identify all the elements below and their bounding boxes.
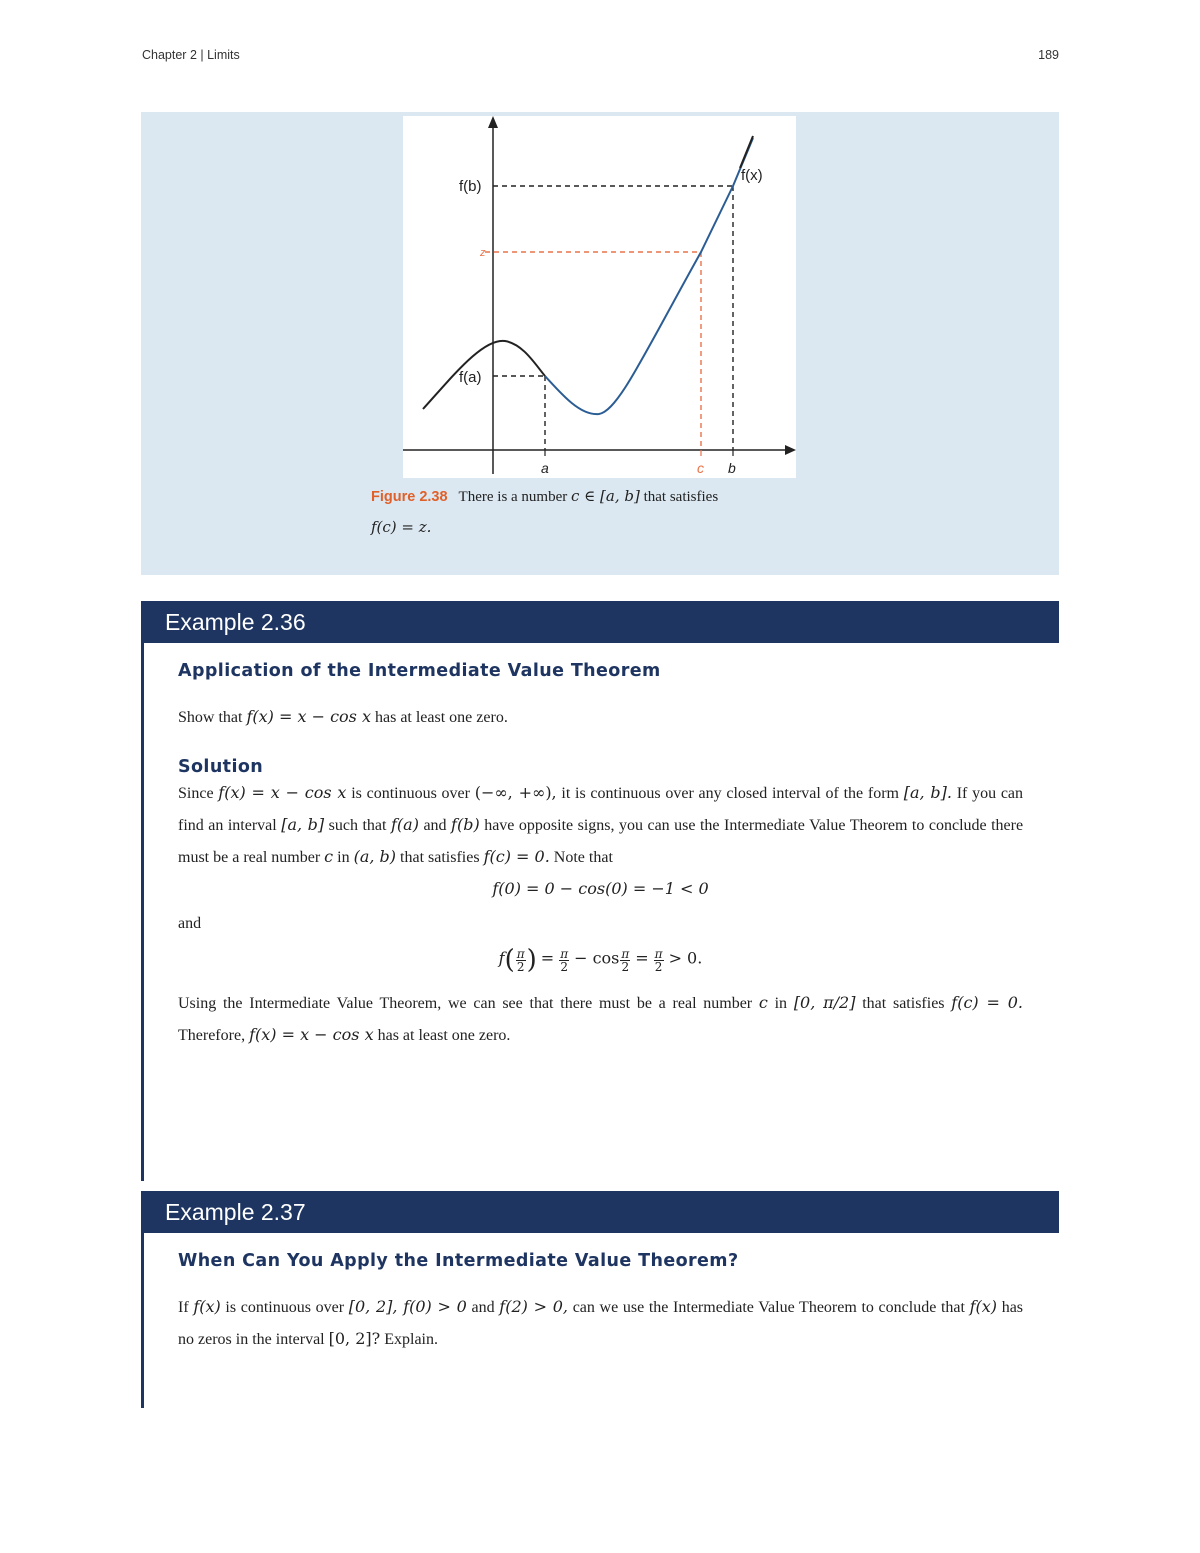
q4-math: f(x)	[969, 1297, 998, 1316]
s16-math: f(c) = 0.	[483, 847, 550, 866]
y-axis-arrow	[488, 116, 498, 128]
q1: If	[178, 1299, 189, 1316]
eq2-frac-3: $\frac{\pi}{2}$	[621, 946, 630, 974]
running-header-chapter: Chapter 2 | Limits	[142, 48, 240, 62]
q2-math: [0, 2], f(0) > 0	[348, 1297, 467, 1316]
s10-math: f(b)	[451, 815, 480, 834]
curve-left-segment	[423, 341, 545, 409]
s9: and	[423, 817, 447, 834]
equation-2: f( $\frac{\pi}{2}$ ) = $\frac{\pi}{2}$ − cos $\frac{\pi}{2}$ = $\frac{\pi}{2}$ > 0.	[498, 945, 703, 975]
eq2-frac-1: $\frac{\pi}{2}$	[516, 946, 525, 974]
eq2-eq-2: =	[635, 948, 649, 968]
example-2-36-title: Example 2.36	[141, 601, 1059, 643]
label-fx: f(x)	[741, 167, 763, 184]
label-z: z	[480, 247, 486, 259]
problem-post: has at least one zero.	[374, 709, 508, 726]
eq2-f: f	[498, 948, 505, 968]
q5: has no zeros in the interval	[178, 1299, 1024, 1348]
eq2-gt: > 0.	[668, 948, 703, 968]
figure-label: Figure 2.38	[371, 489, 448, 505]
example-2-37-body	[178, 1251, 1023, 1355]
s3: it is continuous over any closed interval of the form	[561, 785, 899, 802]
s6-math: [a, b]	[281, 815, 325, 834]
c4: Therefore,	[178, 1027, 246, 1044]
label-fa: f(a)	[459, 369, 482, 386]
q1-math: f(x)	[193, 1297, 221, 1316]
page-number: 189	[1038, 48, 1059, 62]
q3-math: f(2) > 0,	[499, 1297, 569, 1316]
ivt-graph	[403, 116, 796, 478]
and-text: and	[178, 915, 202, 932]
c1: Using the Intermediate Value Theorem, we can see that there must be a real number	[178, 995, 753, 1012]
example-2-37	[141, 1191, 1059, 1408]
s17: Note that	[553, 849, 613, 866]
caption-text-2: that satisfies	[643, 489, 719, 505]
curve-right-segment	[545, 138, 753, 414]
example-2-37-rule	[141, 1233, 144, 1408]
label-a: a	[541, 460, 549, 476]
label-c: c	[697, 460, 704, 476]
c3: that satisfies	[862, 995, 945, 1012]
s13: in	[337, 849, 350, 866]
caption-math-2: f(c) = z.	[371, 518, 432, 536]
s8-math: f(a)	[390, 815, 419, 834]
s1-math: f(x) = x − cos x	[218, 783, 347, 802]
s4-math: [a, b].	[903, 783, 952, 802]
s14-math: (a, b)	[353, 847, 397, 866]
q2: is continuous over	[225, 1299, 345, 1316]
problem-statement	[178, 701, 1023, 733]
eq2-eq-1: =	[540, 948, 555, 968]
s12-math: c	[324, 847, 334, 866]
s1: Since	[178, 785, 214, 802]
eq2-minus-cos: − cos	[574, 948, 620, 968]
solution-heading: Solution	[178, 757, 264, 777]
equation-1: f(0) = 0 − cos(0) = −1 < 0	[492, 879, 709, 898]
figure-caption	[371, 481, 801, 543]
s5: If you can find an interval	[178, 785, 1024, 834]
label-fb: f(b)	[459, 178, 482, 195]
problem-math: f(x) = x − cos x	[246, 707, 371, 726]
q3: and	[471, 1299, 495, 1316]
example-2-37-heading: When Can You Apply the Intermediate Value Theorem?	[178, 1251, 739, 1271]
solution-conclusion	[178, 987, 1023, 1051]
eq2-frac-2: $\frac{\pi}{2}$	[560, 946, 569, 974]
s2-math: (−∞, +∞),	[474, 783, 557, 802]
c5: has at least one zero.	[377, 1027, 511, 1044]
c2: in	[774, 995, 788, 1012]
example-2-36-body	[178, 661, 1023, 1051]
c2-math: [0, π/2]	[793, 993, 856, 1012]
c3-math: f(c) = 0.	[951, 993, 1023, 1012]
example-2-37-question	[178, 1291, 1023, 1355]
figure-panel	[141, 112, 1059, 575]
q5-math: [0, 2]?	[328, 1329, 381, 1348]
solution-paragraph-1	[178, 777, 1023, 873]
q4: can we use the Intermediate Value Theorem to conclude that	[572, 1299, 965, 1316]
s15: that satisfies	[400, 849, 480, 866]
c1-math: c	[758, 993, 768, 1012]
c4-math: f(x) = x − cos x	[249, 1025, 374, 1044]
example-2-37-title: Example 2.37	[141, 1191, 1059, 1233]
label-b: b	[728, 460, 736, 476]
example-2-36-heading: Application of the Intermediate Value Theorem	[178, 661, 661, 681]
example-2-36-rule	[141, 643, 144, 1181]
x-axis-arrow	[785, 445, 796, 455]
q6: Explain.	[384, 1331, 438, 1348]
problem-pre: Show that	[178, 709, 243, 726]
s7: such that	[328, 817, 387, 834]
curve-top-segment	[740, 136, 753, 168]
s11: have opposite signs, you can use the Intermediate Value Theorem to conclude there must be a real number	[178, 817, 1024, 866]
caption-math-1: c ∈ [a, b]	[571, 487, 640, 505]
eq2-frac-4: $\frac{\pi}{2}$	[654, 946, 663, 974]
example-2-36	[141, 601, 1059, 1181]
s2: is continuous over	[351, 785, 470, 802]
caption-text-1: There is a number	[458, 489, 568, 505]
